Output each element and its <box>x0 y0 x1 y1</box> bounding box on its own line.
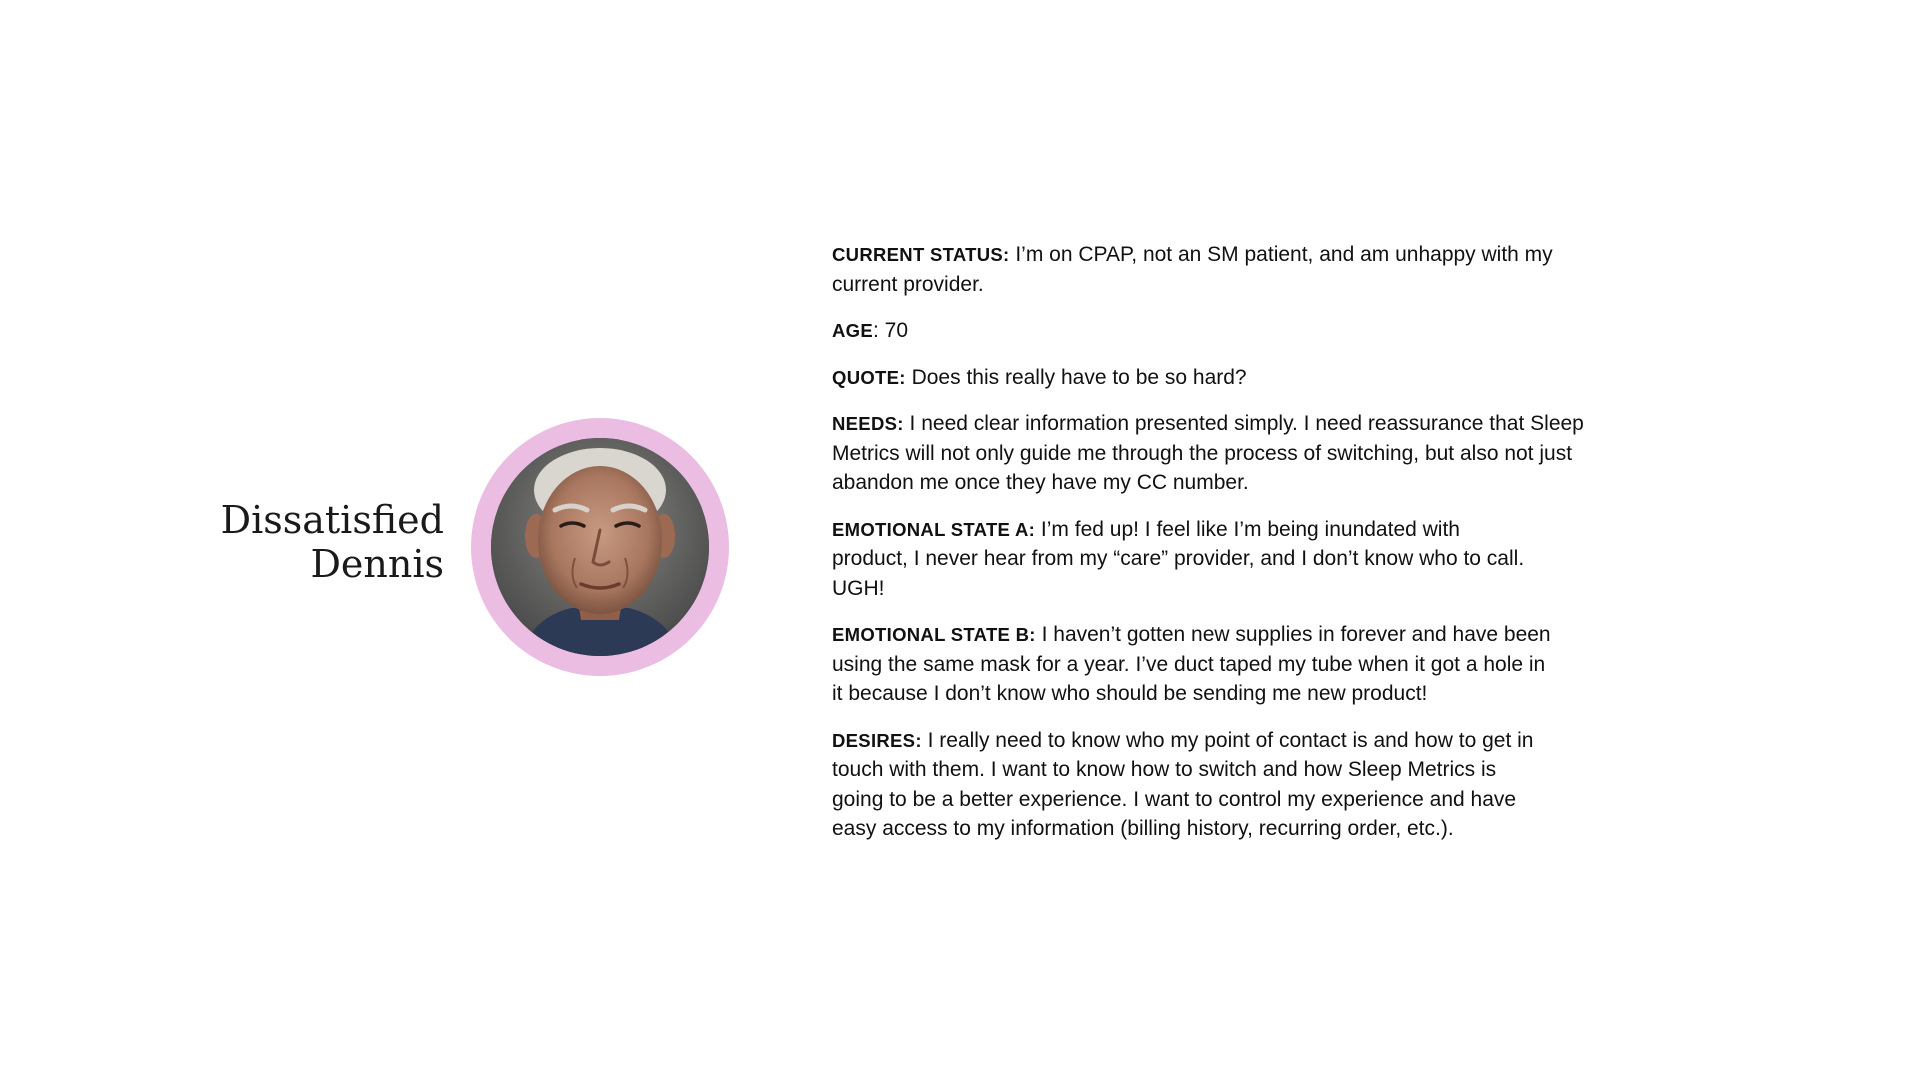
avatar-ring <box>471 418 729 676</box>
desires-field <box>832 726 1552 844</box>
quote-text: Does this really have to be so hard? <box>905 365 1247 389</box>
persona-details <box>832 240 1622 861</box>
emotional-state-b-label: EMOTIONAL STATE B: <box>832 624 1036 645</box>
current-status-label: CURRENT STATUS: <box>832 244 1010 265</box>
needs-label: NEEDS: <box>832 413 904 434</box>
emotional-state-a-field <box>832 515 1532 604</box>
persona-name-line2: Dennis <box>310 542 444 586</box>
age-field <box>832 316 1622 346</box>
persona-name-line1: Dissatisfied <box>220 498 444 542</box>
emotional-state-a-text: I’m fed up! I feel like I’m being inundated with product, I never hear from my “care” provider, and I don’t know who to call. UGH! <box>832 517 1525 600</box>
needs-text: I need clear information presented simply. I need reassurance that Sleep Metrics will not only guide me through the process of switching, but also not just abandon me once they have my CC number. <box>832 412 1584 494</box>
age-label: AGE <box>832 320 873 341</box>
portrait-photo <box>491 438 709 656</box>
persona-name <box>221 498 444 586</box>
emotional-state-b-field <box>832 620 1552 709</box>
age-text: : 70 <box>873 319 909 342</box>
quote-label: QUOTE: <box>832 366 906 388</box>
desires-label: DESIRES: <box>832 729 922 751</box>
avatar <box>491 438 709 656</box>
current-status-text: I’m on CPAP, not an SM patient, and am unhappy with my current provider. <box>832 243 1553 296</box>
current-status-field <box>832 240 1592 299</box>
emotional-state-b-text: I haven’t gotten new supplies in forever and have been using the same mask for a year. I’ve duct taped my tube when it got a hole in it because I don’t know who should be sending me new product! <box>832 623 1551 705</box>
emotional-state-a-label: EMOTIONAL STATE A: <box>832 518 1036 540</box>
desires-text: I really need to know who my point of contact is and how to get in touch with them. I want to know how to switch and how Sleep Metrics is going to be a better experience. I want to control my experience and have easy access to my information (billing history, recurring order, etc.). <box>832 728 1534 840</box>
quote-field <box>832 363 1622 393</box>
needs-field <box>832 409 1622 498</box>
